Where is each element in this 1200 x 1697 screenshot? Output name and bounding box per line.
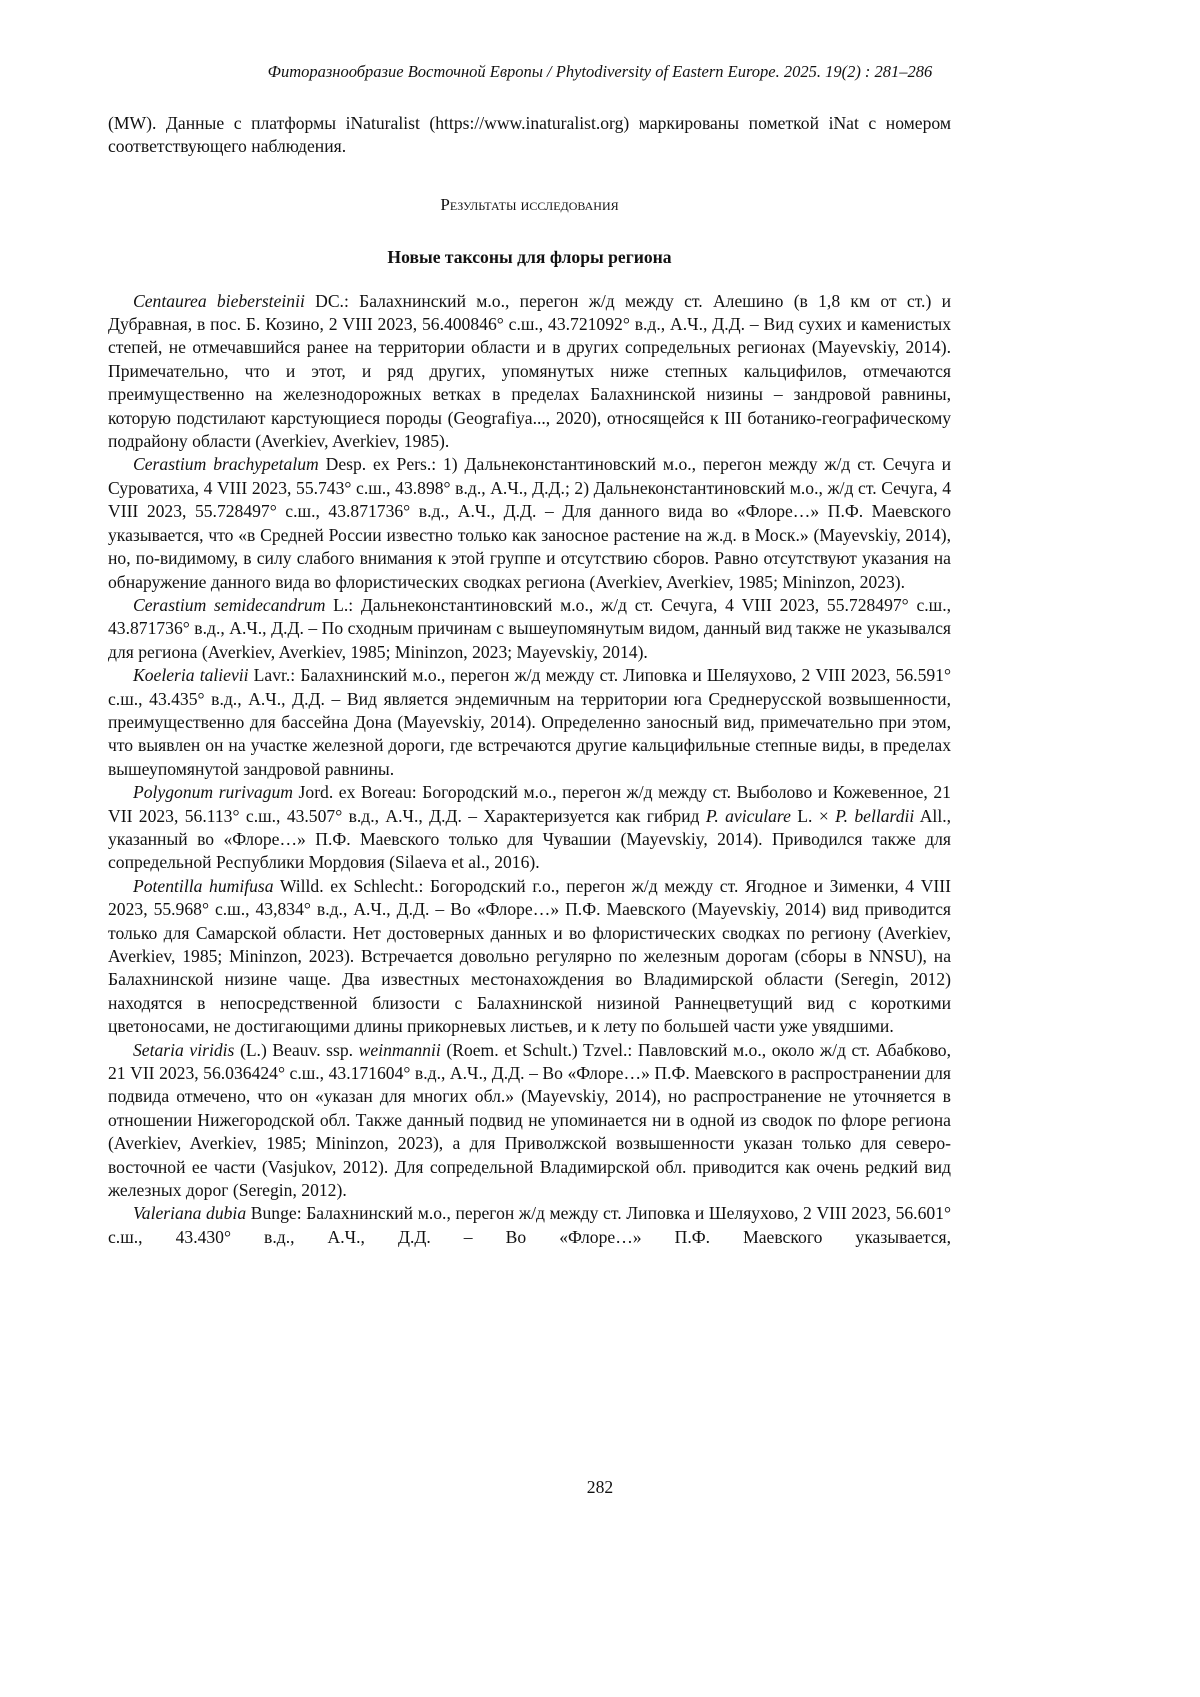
taxon-entry	[108, 781, 951, 875]
taxon-name: Valeriana dubia	[133, 1203, 246, 1223]
taxon-name: Setaria viridis	[133, 1040, 234, 1060]
taxon-name: P. aviculare	[706, 806, 791, 826]
taxon-entry	[108, 664, 951, 781]
taxon-name: P. bellardii	[835, 806, 914, 826]
taxon-name: Cerastium semidecandrum	[133, 595, 325, 615]
entry-text: All., указанный во «Флоре…» П.Ф. Маевского только для Чувашии (Mayevskiy, 2014). Приводился также для сопредельной Республики Мордовия (Silaeva et al., 2016).	[108, 806, 951, 873]
running-head: Фиторазнообразие Восточной Европы / Phytodiversity of Eastern Europe. 2025. 19(2) : 281–286	[0, 62, 1200, 82]
taxon-name: weinmannii	[359, 1040, 441, 1060]
page-number: 282	[0, 1477, 1200, 1498]
intro-paragraph: (MW). Данные с платформы iNaturalist (https://www.inaturalist.org) маркированы пометкой iNat с номером соответствующего наблюдения.	[108, 112, 951, 159]
entry-text: (Roem. et Schult.) Tzvel.: Павловский м.о., около ж/д ст. Абабково, 21 VII 2023, 56.036424° с.ш., 43.171604° в.д., А.Ч., Д.Д. – Во «Флоре…» П.Ф. Маевского в распространении для подвида отмечено, что он «указан для многих обл.» (Mayevskiy, 2014), но распространение не уточняется в отношении Нижегородской обл. Также данный подвид не упоминается ни в одной из сводок по флоре региона (Averkiev, Averkiev, 1985; Mininzon, 2023), а для Приволжской возвышенности указан только для северо-восточной ее части (Vasjukov, 2012). Для сопредельной Владимирской обл. приводится как очень редкий вид железных дорог (Seregin, 2012).	[108, 1040, 951, 1200]
taxon-name: Potentilla humifusa	[133, 876, 274, 896]
taxon-name: Koeleria talievii	[133, 665, 249, 685]
section-title: Результаты исследования	[108, 193, 951, 216]
entry-text: L.: Дальнеконстантиновский м.о., ж/д ст. Сечуга, 4 VIII 2023, 55.728497° с.ш., 43.871736° в.д., А.Ч., Д.Д. – По сходным причинам с вышеупомянутым видом, данный вид также не указывался для региона (Averkiev, Averkiev, 1985; Mininzon, 2023; Mayevskiy, 2014).	[108, 595, 951, 662]
entry-text: Bunge: Балахнинский м.о., перегон ж/д между ст. Липовка и Шеляухово, 2 VIII 2023, 56.601° с.ш., 43.430° в.д., А.Ч., Д.Д. – Во «Флоре…» П.Ф. Маевского указывается,	[108, 1203, 951, 1246]
entry-text: Willd. ex Schlecht.: Богородский г.о., перегон ж/д между ст. Ягодное и Зименки, 4 VIII 2023, 55.968° с.ш., 43,834° в.д., А.Ч., Д.Д. – Во «Флоре…» П.Ф. Маевского (Mayevskiy, 2014) вид приводится только для Самарской области. Нет достоверных данных и во флористических сводках по региону (Averkiev, Averkiev, 1985; Mininzon, 2023). Встречается довольно регулярно по железным дорогам (сборы в NNSU), на Балахнинской низине чаще. Два известных местонахождения во Владимирской области (Seregin, 2012) находятся в непосредственной близости с Балахнинской низиной Раннецветущий вид с короткими цветоносами, не достигающими длины прикорневых листьев, и к лету по большей части уже увядшими.	[108, 876, 951, 1036]
taxon-entry	[108, 875, 951, 1039]
entry-text: L. ×	[791, 806, 835, 826]
taxon-entry	[108, 290, 951, 454]
taxon-entry	[108, 594, 951, 664]
subsection-title: Новые таксоны для флоры региона	[108, 246, 951, 269]
entry-text: DC.: Балахнинский м.о., перегон ж/д между ст. Алешино (в 1,8 км от ст.) и Дубравная, в пос. Б. Козино, 2 VIII 2023, 56.400846° с.ш., 43.721092° в.д., А.Ч., Д.Д. – Вид сухих и каменистых степей, не отмечавшийся ранее на территории области и в других сопредельных регионах (Mayevskiy, 2014). Примечательно, что и этот, и ряд других, упомянутых ниже степных кальцифилов, отмечаются преимущественно на железнодорожных ветках в пределах Балахнинской низины – зандровой равнины, которую подстилают карстующиеся породы (Geografiya..., 2020), относящейся к III ботанико-географическому подрайону области (Averkiev, Averkiev, 1985).	[108, 291, 951, 451]
taxon-name: Cerastium brachypetalum	[133, 454, 319, 474]
entry-text: Jord. ex Boreau: Богородский м.о., перегон ж/д между ст. Выболово и Кожевенное, 21 VII 2023, 56.113° с.ш., 43.507° в.д., А.Ч., Д.Д. – Характеризуется как гибрид	[108, 782, 951, 825]
taxon-entry	[108, 453, 951, 593]
taxon-entry	[108, 1039, 951, 1203]
entry-text: Lavr.: Балахнинский м.о., перегон ж/д между ст. Липовка и Шеляухово, 2 VIII 2023, 56.591° с.ш., 43.435° в.д., А.Ч., Д.Д. – Вид является эндемичным на территории юга Среднерусской возвышенности, преимущественно для бассейна Дона (Mayevskiy, 2014). Определенно заносный вид, примечательно при этом, что выявлен он на участке железной дороги, где встречаются другие кальцифильные степные виды, в пределах вышеупомянутой зандровой равнины.	[108, 665, 951, 779]
page-body	[108, 112, 951, 1249]
taxon-entry	[108, 1202, 951, 1249]
taxon-name: Polygonum rurivagum	[133, 782, 293, 802]
entry-text: Desp. ex Pers.: 1) Дальнеконстантиновский м.о., перегон между ж/д ст. Сечуга и Суроватиха, 4 VIII 2023, 55.743° с.ш., 43.898° в.д., А.Ч., Д.Д.; 2) Дальнеконстантиновский м.о., ж/д ст. Сечуга, 4 VIII 2023, 55.728497° с.ш., 43.871736° в.д., А.Ч., Д.Д. – Для данного вида во «Флоре…» П.Ф. Маевского указывается, что «в Средней России известно только как заносное растение на ж.д. в Моск.» (Mayevskiy, 2014), но, по-видимому, в силу слабого внимания к этой группе и отсутствию сборов. Равно отсутствуют указания на обнаружение данного вида во флористических сводках региона (Averkiev, Averkiev, 1985; Mininzon, 2023).	[108, 454, 951, 591]
taxon-name: Centaurea biebersteinii	[133, 291, 305, 311]
entry-text: (L.) Beauv. ssp.	[234, 1040, 358, 1060]
taxa-list	[108, 290, 951, 1250]
